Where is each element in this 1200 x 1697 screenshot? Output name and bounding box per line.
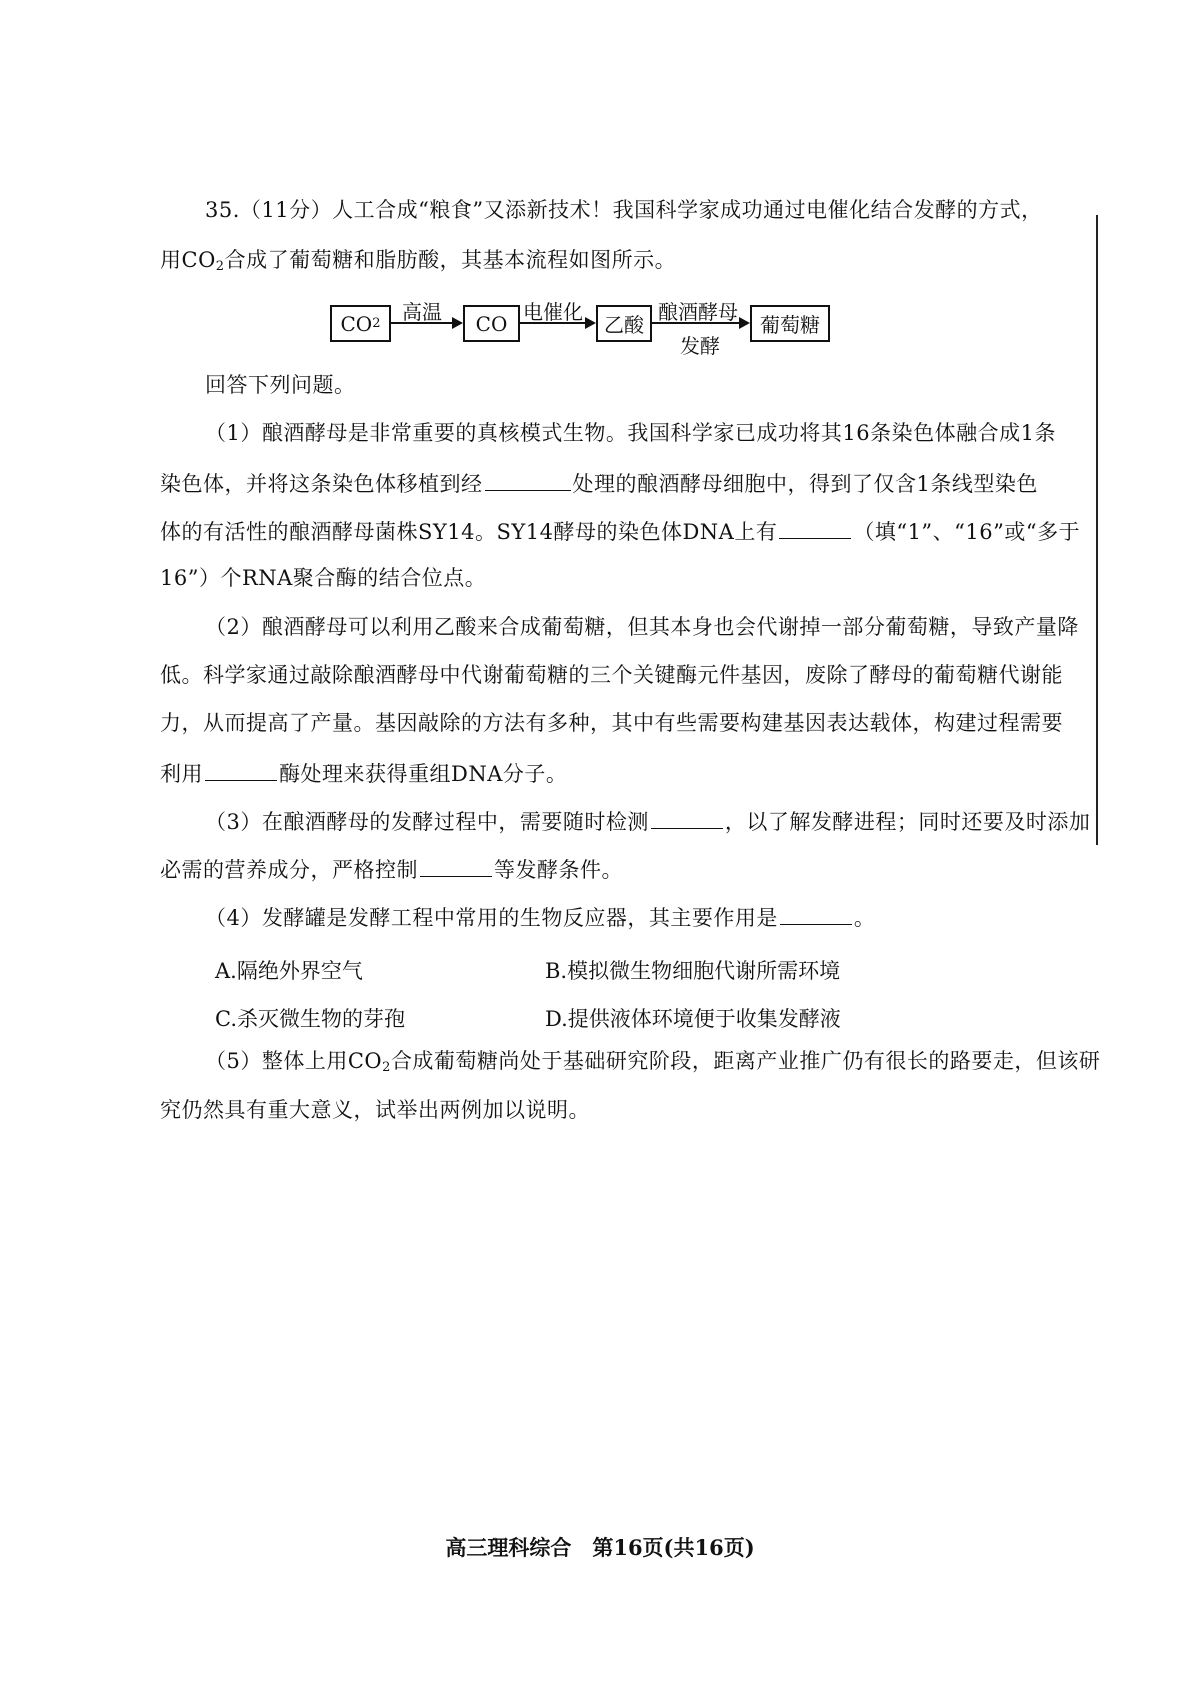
q1-blank-2[interactable]: [779, 520, 851, 539]
q4-option-d[interactable]: D.提供液体环境便于收集发酵液: [545, 1007, 841, 1031]
q3-line1: （3）在酿酒酵母的发酵过程中，需要随时检测 ，以了解发酵进程；同时还要及时添加: [205, 810, 1091, 834]
q1-line2: 染色体，并将这条染色体移植到经 处理的酿酒酵母细胞中，得到了仅含1条线型染色: [160, 472, 1038, 496]
q4-line1: （4）发酵罐是发酵工程中常用的生物反应器，其主要作用是 。: [205, 906, 876, 930]
scan-margin-line: [1096, 215, 1098, 845]
q2-line2: 低。科学家通过敲除酿酒酵母中代谢葡萄糖的三个关键酶元件基因，废除了酵母的葡萄糖代谢能: [160, 663, 1063, 687]
flow-label-yeast: 酿酒酵母: [658, 300, 738, 324]
q1-line4: 16”）个RNA聚合酶的结合位点。: [160, 566, 487, 590]
q2-blank[interactable]: [205, 762, 277, 781]
q1-line1: （1）酿酒酵母是非常重要的真核模式生物。我国科学家已成功将其16条染色体融合成1条: [205, 421, 1056, 445]
q5-line1: （5）整体上用$CO_2$合成葡萄糖尚处于基础研究阶段，距离产业推广仍有很长的路要走，但该研: [205, 1049, 1101, 1075]
question-title: 35.（11分）人工合成“粮食”又添新技术！我国科学家成功通过电催化结合发酵的方式，: [205, 198, 1043, 222]
answer-prompt: 回答下列问题。: [205, 373, 356, 397]
q2-line1: （2）酿酒酵母可以利用乙酸来合成葡萄糖，但其本身也会代谢掉一部分葡萄糖，导致产量降: [205, 615, 1079, 639]
q3-line2: 必需的营养成分，严格控制 等发酵条件。: [160, 858, 623, 882]
flow-box-co2: CO 2: [330, 305, 391, 342]
q1-line3: 体的有活性的酿酒酵母菌株SY14。SY14酵母的染色体DNA上有 （填“1”、“16”或“多于: [160, 520, 1081, 544]
flow-box-acetic-acid: 乙酸: [596, 305, 652, 342]
flow-label-high-temp: 高温: [402, 300, 442, 324]
page-footer: 高三理科综合 第16页(共16页): [445, 1535, 755, 1560]
flow-label-electrocatalysis: 电催化: [523, 300, 583, 324]
q3-blank-2[interactable]: [420, 858, 492, 877]
q2-line4: 利用 酶处理来获得重组DNA分子。: [160, 762, 568, 786]
q2-line3: 力，从而提高了产量。基因敲除的方法有多种，其中有些需要构建基因表达载体，构建过程需要: [160, 711, 1063, 735]
q4-option-b[interactable]: B.模拟微生物细胞代谢所需环境: [545, 959, 841, 983]
q3-blank-1[interactable]: [651, 810, 723, 829]
q4-option-c[interactable]: C.杀灭微生物的芽孢: [215, 1007, 405, 1031]
q5-line2: 究仍然具有重大意义，试举出两例加以说明。: [160, 1098, 590, 1122]
q4-blank[interactable]: [780, 906, 852, 925]
q1-blank-1[interactable]: [485, 472, 571, 491]
question-intro-line2: 用$CO_2$合成了葡萄糖和脂肪酸，其基本流程如图所示。: [160, 248, 677, 274]
flow-label-fermentation: 发酵: [680, 334, 720, 358]
flow-box-co: CO: [463, 305, 520, 342]
flow-box-glucose: 葡萄糖: [750, 305, 830, 342]
q4-option-a[interactable]: A.隔绝外界空气: [215, 959, 363, 983]
